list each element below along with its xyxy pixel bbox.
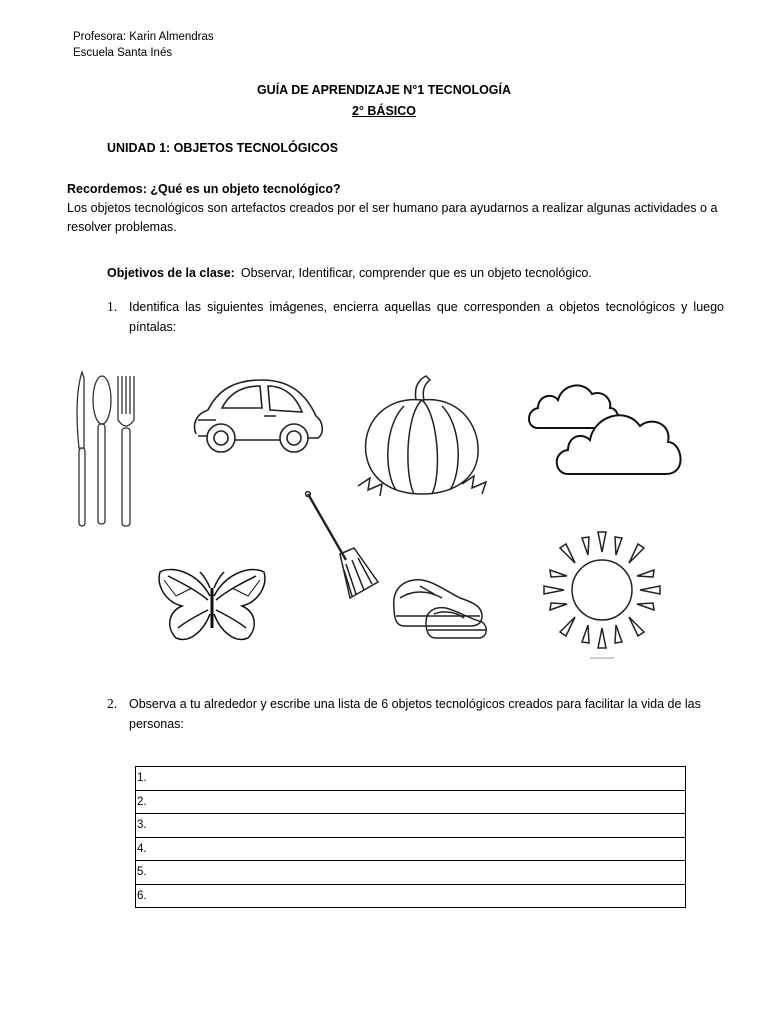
answer-row xyxy=(136,837,686,861)
recap-heading: Recordemos: ¿Qué es un objeto tecnológico? xyxy=(67,182,341,196)
recap-text: Los objetos tecnológicos son artefactos creados por el ser humano para ayudarnos a realizar algunas actividades o a resolver problemas. xyxy=(67,201,718,234)
car-image[interactable] xyxy=(190,376,326,462)
objectives-section xyxy=(107,266,592,280)
cutlery-image[interactable] xyxy=(74,370,144,530)
school-name: Escuela Santa Inés xyxy=(73,47,173,59)
pumpkin-image[interactable] xyxy=(354,374,490,502)
objectives-label: Objetivos de la clase: xyxy=(107,266,235,280)
answer-row xyxy=(136,884,686,908)
answer-row xyxy=(136,790,686,814)
page-title: GUÍA DE APRENDIZAJE N°1 TECNOLOGÍA xyxy=(256,83,512,97)
answer-cell[interactable]: 1. xyxy=(136,767,686,791)
butterfly-image[interactable] xyxy=(156,566,268,646)
question-1-text: Identifica las siguientes imágenes, encierra aquellas que corresponden a objetos tecnológicos y luego píntalas: xyxy=(129,300,724,334)
answer-row xyxy=(136,861,686,885)
answer-cell[interactable]: 5. xyxy=(136,861,686,885)
page-subtitle xyxy=(0,104,768,118)
answer-cell[interactable]: 2. xyxy=(136,790,686,814)
answer-cell[interactable]: 6. xyxy=(136,884,686,908)
answer-cell[interactable]: 4. xyxy=(136,837,686,861)
teacher-name: Profesora: Karin Almendras xyxy=(73,31,214,43)
question-2 xyxy=(107,694,724,738)
shoes-image[interactable] xyxy=(390,568,490,640)
question-2-text: Observa a tu alrededor y escribe una lista de 6 objetos tecnológicos creados para facilitar la vida de las personas: xyxy=(129,697,701,731)
broom-image[interactable] xyxy=(302,490,382,602)
question-1-number: 1. xyxy=(107,299,118,314)
answer-row xyxy=(136,814,686,838)
objectives-text: Observar, Identificar, comprender que es un objeto tecnológico. xyxy=(240,266,592,280)
clouds-image[interactable] xyxy=(526,376,688,478)
recap-section xyxy=(67,180,727,237)
answer-cell[interactable]: 3. xyxy=(136,814,686,838)
sun-image[interactable] xyxy=(544,528,660,660)
answer-table xyxy=(135,766,686,908)
unit-title: UNIDAD 1: OBJETOS TECNOLÓGICOS xyxy=(107,141,339,155)
answer-row xyxy=(136,767,686,791)
question-1 xyxy=(107,297,724,341)
grade-label: 2° BÁSICO xyxy=(351,104,417,118)
question-2-number: 2. xyxy=(107,696,118,711)
